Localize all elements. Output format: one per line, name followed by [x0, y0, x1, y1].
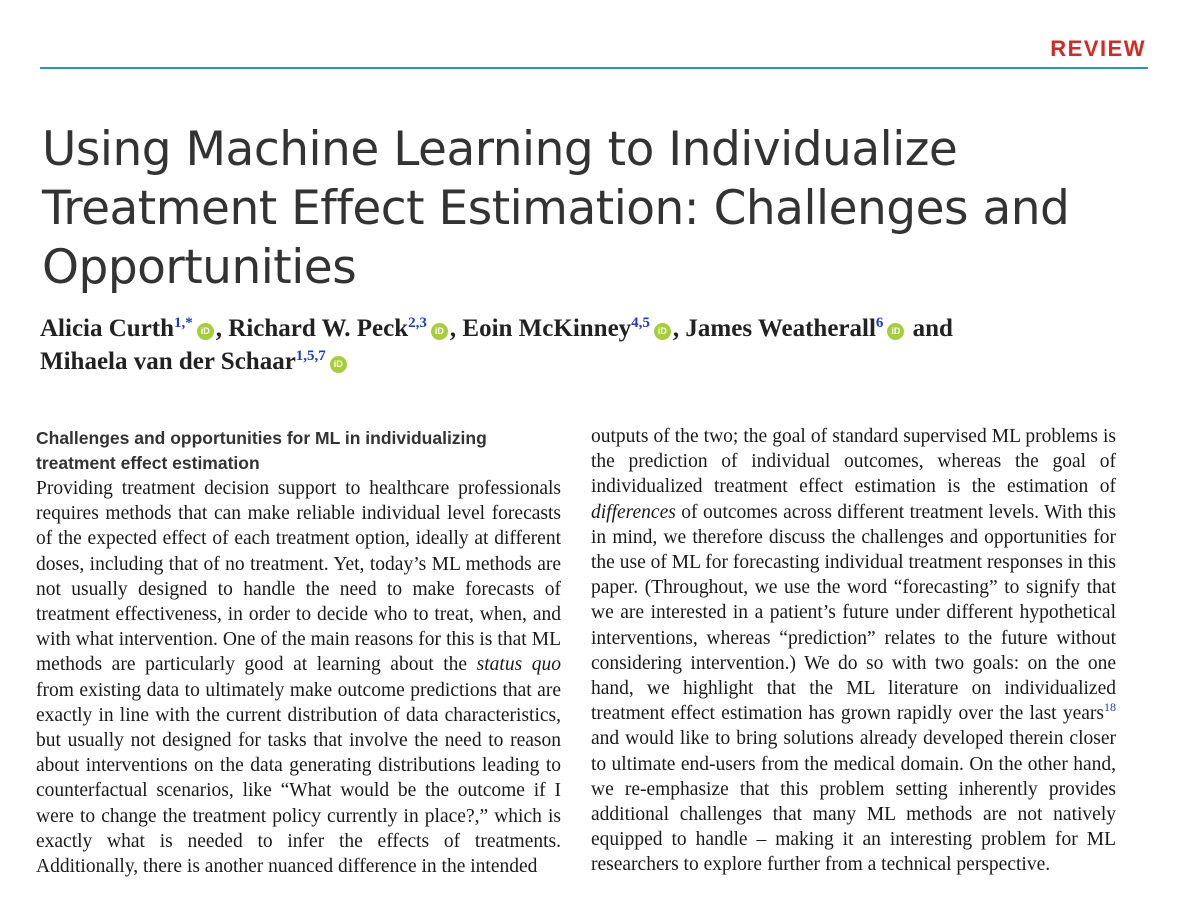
- affiliation-sup[interactable]: 6: [875, 315, 884, 331]
- orcid-icon[interactable]: iD: [887, 323, 904, 340]
- text-run: Providing treatment decision support to healthcare professionals requires methods that can make reliable individual level forecasts of the expected effect of each treatment option, ideally at different doses, including that of no treatment. Yet, today’s ML methods are not usually designed to handle the need to make forecasts of treatment effectiveness, in order to decide who to treat, when, and with what intervention. One of the main reasons for this is that ML methods are particularly good at learning about the: [36, 478, 561, 676]
- author-separator: and: [912, 315, 953, 342]
- body-paragraph: [36, 476, 561, 879]
- author-mckinney[interactable]: [462, 315, 673, 342]
- affiliation-sup[interactable]: 2,3: [408, 315, 427, 331]
- author-list: [40, 312, 1150, 378]
- article-title: Using Machine Learning to Individualize Treatment Effect Estimation: Challenges and Opportunities: [42, 122, 1070, 295]
- text-run: from existing data to ultimately make outcome predictions that are exactly in line with the current distribution of data characteristics, but usually not designed for tasks that involve the need to reason about interventions on the data generating distributions leading to counterfactual scenarios, like “What would be the outcome if I were to change the treatment policy currently in place?,” which is exactly what is needed to infer the effects of treatments. Additionally, there is another nuanced difference in the intended: [36, 679, 561, 878]
- text-run: and would like to bring solutions already developed therein closer to ultimate end-users from the medical domain. On the other hand, we re-emphasize that this problem setting inherently provides additional challenges that many ML methods are not natively equipped to handle – making it an interesting problem for ML researchers to explore further from a technical perspective.: [591, 728, 1116, 876]
- section-heading: Challenges and opportunities for ML in individualizing treatment effect estimation: [36, 428, 487, 473]
- author-name: James Weatherall: [685, 315, 876, 342]
- affiliation-sup[interactable]: 1,*: [174, 315, 193, 331]
- orcid-icon[interactable]: iD: [330, 356, 347, 373]
- emphasis-text: differences: [591, 501, 676, 523]
- affiliation-sup[interactable]: 1,5,7: [295, 348, 326, 364]
- author-weatherall[interactable]: [685, 315, 906, 342]
- section-label-review: REVIEW: [1050, 36, 1146, 61]
- body-paragraph: [591, 424, 1116, 878]
- body-column-left: [36, 426, 561, 879]
- orcid-icon[interactable]: iD: [654, 323, 671, 340]
- author-separator: ,: [449, 315, 457, 342]
- author-name: Mihaela van der Schaar: [40, 348, 296, 375]
- affiliation-sup[interactable]: 4,5: [631, 315, 650, 331]
- text-run: of outcomes across different treatment levels. With this in mind, we therefore discuss the challenges and opportunities for the use of ML for forecasting individual treatment responses in this paper. (Throughout, we use the word “forecasting” to signify that we are interested in a patient’s future under different hypothetical interventions, whereas “prediction” relates to the future without considering intervention.) We do so with two goals: on the one hand, we highlight that the ML literature on individualized treatment effect estimation has grown rapidly over the last years: [591, 501, 1116, 725]
- text-run: outputs of the two; the goal of standard supervised ML problems is the prediction of individual outcomes, whereas the goal of individualized treatment effect estimation is the estimation of: [591, 426, 1116, 498]
- author-name: Alicia Curth: [40, 315, 175, 342]
- author-curth[interactable]: [40, 315, 216, 342]
- author-van-der-schaar[interactable]: [40, 348, 349, 375]
- emphasis-text: status quo: [476, 654, 561, 676]
- author-name: Richard W. Peck: [228, 315, 409, 342]
- author-peck[interactable]: [228, 315, 450, 342]
- author-name: Eoin McKinney: [462, 315, 632, 342]
- author-separator: ,: [215, 315, 223, 342]
- reference-link[interactable]: 18: [1104, 700, 1116, 715]
- author-separator: ,: [672, 315, 680, 342]
- header-rule: [40, 67, 1148, 69]
- body-column-right: [591, 424, 1116, 878]
- orcid-icon[interactable]: iD: [431, 323, 448, 340]
- orcid-icon[interactable]: iD: [197, 323, 214, 340]
